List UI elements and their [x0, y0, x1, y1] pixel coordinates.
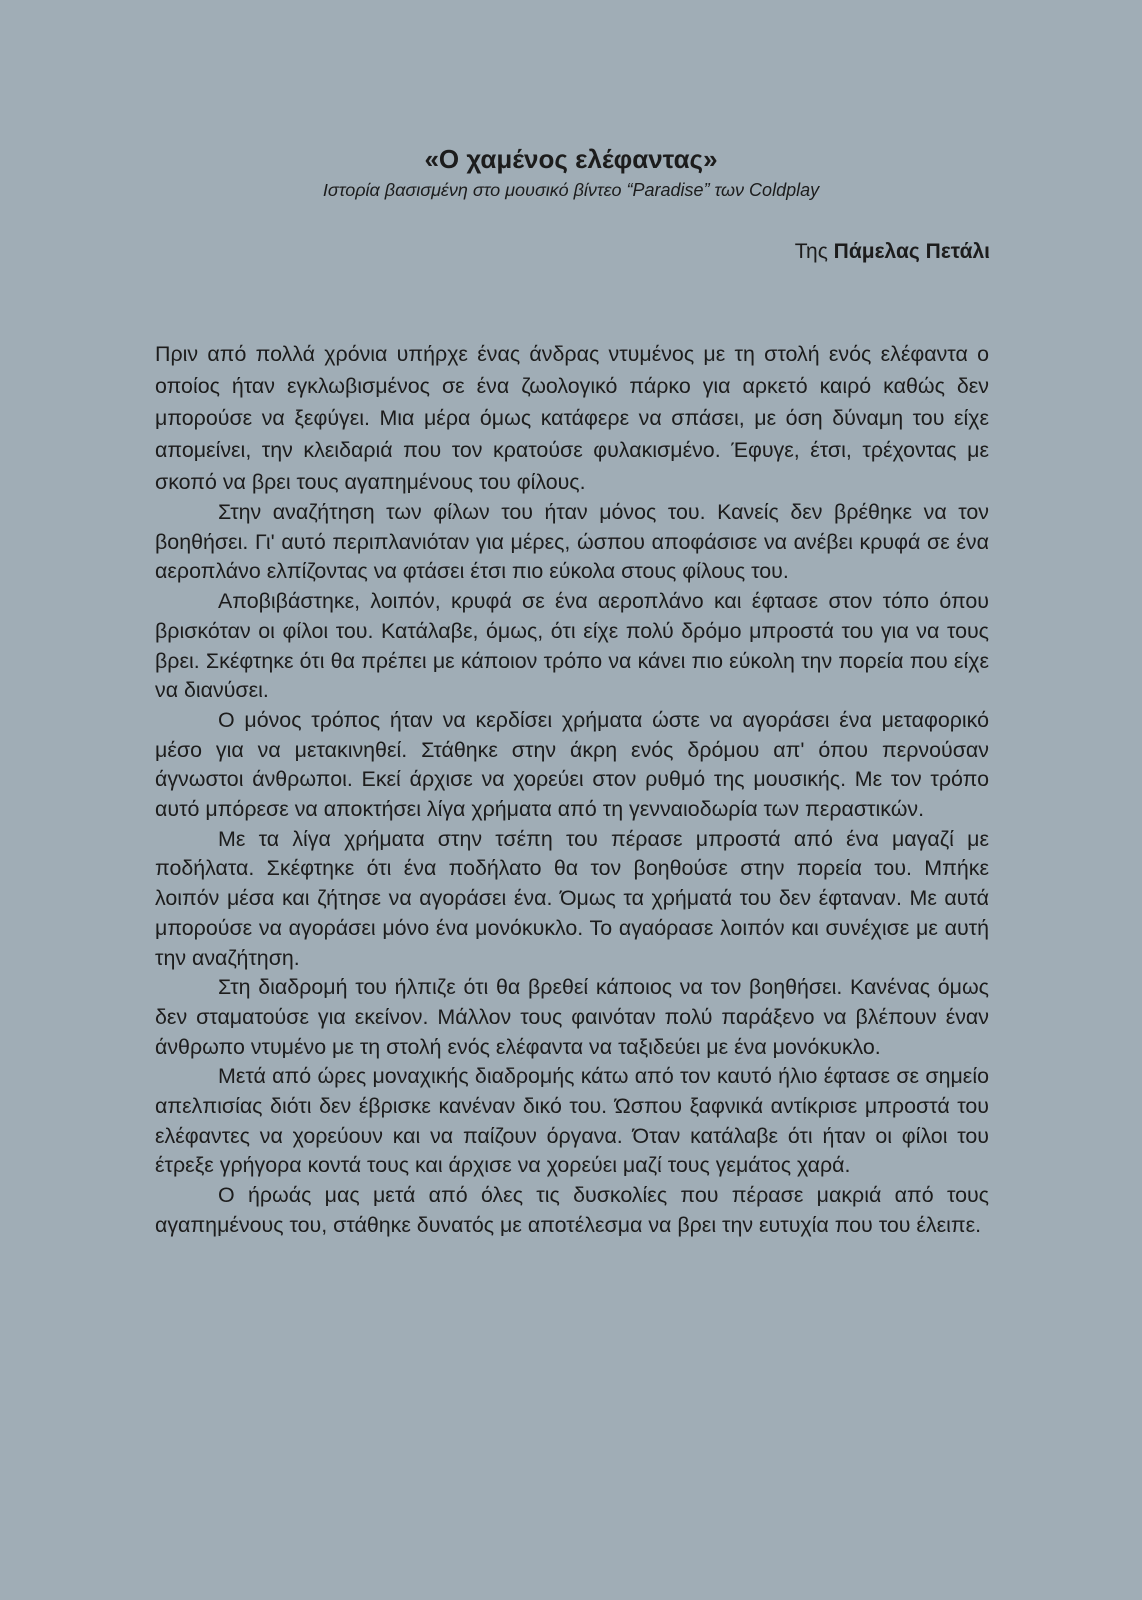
story-body — [155, 338, 989, 1241]
story-paragraph: Μετά από ώρες μοναχικής διαδρομής κάτω από τον καυτό ήλιο έφτασε σε σημείο απελπισίας διότι δεν έβρισκε κανέναν δικό του. Ώσπου ξαφνικά αντίκρισε μπροστά του ελέφαντες να χορεύουν και να παίζουν όργανα. Όταν κατάλαβε ότι ήταν οι φίλοι του έτρεξε γρήγορα κοντά τους και άρχισε να χορεύει μαζί τους γεμάτος χαρά. — [155, 1064, 989, 1178]
story-subtitle: Ιστορία βασισμένη στο μουσικό βίντεο “Paradise” των Coldplay — [322, 180, 820, 200]
story-paragraph: Πριν από πολλά χρόνια υπήρχε ένας άνδρας ντυμένος με τη στολή ενός ελέφαντα ο οποίος ήταν εγκλωβισμένος σε ένα ζωολογικό πάρκο για αρκετό καιρό καθώς δεν μπορούσε να ξεφύγει. Μια μέρα όμως κατάφερε να σπάσει, με όση δύναμη του είχε απομείνει, την κλειδαριά που τον κρατούσε φυλακισμένο. Έφυγε, έτσι, τρέχοντας με σκοπό να βρει τους αγαπημένους του φίλους. — [155, 342, 989, 494]
story-title: «Ο χαμένος ελέφαντας» — [424, 144, 718, 174]
story-paragraph: Ο ήρωάς μας μετά από όλες τις δυσκολίες που πέρασε μακριά από τους αγαπημένους του, στάθηκε δυνατός με αποτέλεσμα να βρει την ευτυχία που του έλειπε. — [155, 1183, 989, 1237]
story-paragraph: Αποβιβάστηκε, λοιπόν, κρυφά σε ένα αεροπλάνο και έφτασε στον τόπο όπου βρισκόταν οι φίλοι του. Κατάλαβε, όμως, ότι είχε πολύ δρόμο μπροστά του για να τους βρει. Σκέφτηκε ότι θα πρέπει με κάποιον τρόπο να κάνει πιο εύκολη την πορεία που είχε να διανύσει. — [155, 589, 989, 703]
story-paragraph: Με τα λίγα χρήματα στην τσέπη του πέρασε μπροστά από ένα μαγαζί με ποδήλατα. Σκέφτηκε ότι ένα ποδήλατο θα τον βοηθούσε στην πορεία του. Μπήκε λοιπόν μέσα και ζήτησε να αγοράσει ένα. Όμως τα χρήματά του δεν έφταναν. Με αυτά μπορούσε να αγοράσει μόνο ένα μονόκυκλο. Το αγαόρασε λοιπόν και συνέχισε με αυτή την αναζήτηση. — [155, 826, 989, 970]
story-paragraph: Στην αναζήτηση των φίλων του ήταν μόνος του. Κανείς δεν βρέθηκε να τον βοηθήσει. Γι' αυτό περιπλανιόταν για μέρες, ώσπου αποφάσισε να ανέβει κρυφά σε ένα αεροπλάνο ελπίζοντας να φτάσει έτσι πιο εύκολα στους φίλους του. — [155, 500, 989, 584]
author-name: Πάμελας Πετάλι — [833, 240, 990, 263]
author-prefix: Της — [794, 240, 834, 263]
author-line — [795, 238, 990, 266]
story-paragraph: Στη διαδρομή του ήλπιζε ότι θα βρεθεί κάποιος να τον βοηθήσει. Κανένας όμως δεν σταματούσε για εκείνον. Μάλλον τους φαινόταν πολύ παράξενο να βλέπουν έναν άνθρωπο ντυμένο με τη στολή ενός ελέφαντα να ταξιδεύει με ένα μονόκυκλο. — [155, 975, 989, 1059]
story-paragraph: Ο μόνος τρόπος ήταν να κερδίσει χρήματα ώστε να αγοράσει ένα μεταφορικό μέσο για να μετακινηθεί. Στάθηκε στην άκρη ενός δρόμου απ' όπου περνούσαν άγνωστοι άνθρωποι. Εκεί άρχισε να χορεύει στον ρυθμό της μουσικής. Με τον τρόπο αυτό μπόρεσε να αποκτήσει λίγα χρήματα από τη γενναιοδωρία των περαστικών. — [155, 707, 989, 822]
